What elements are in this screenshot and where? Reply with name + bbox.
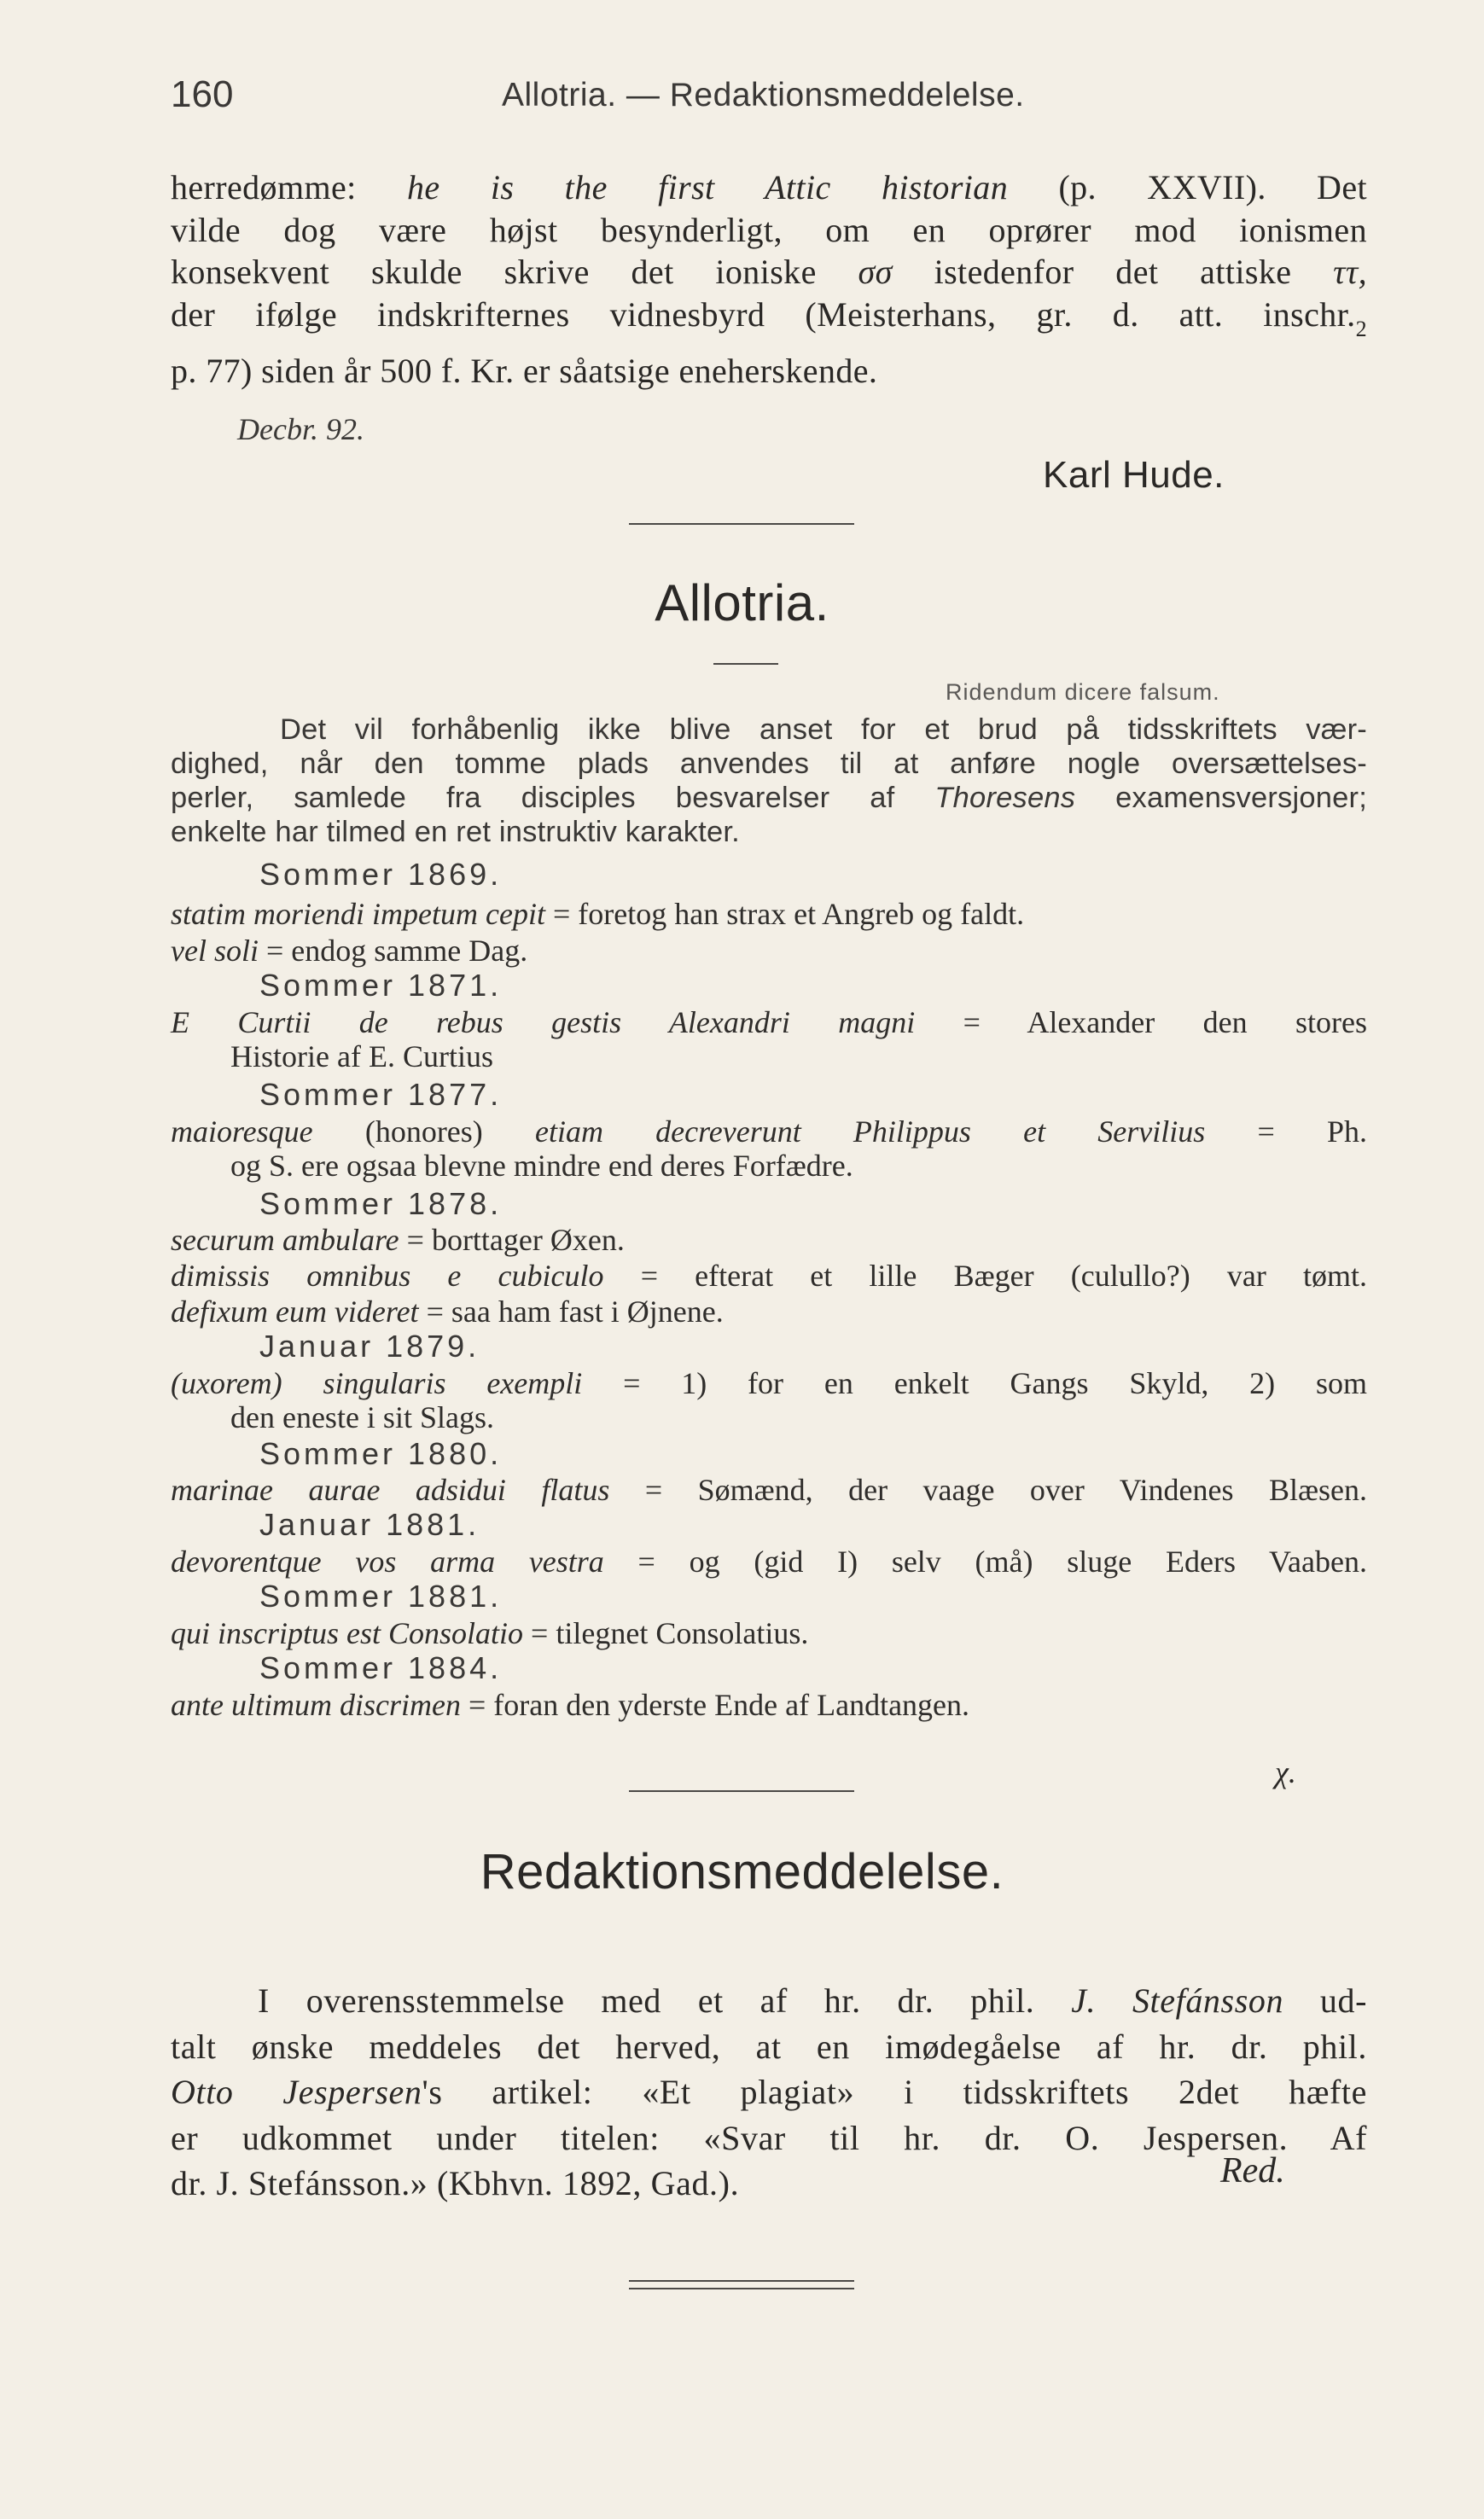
running-title: Allotria. — Redaktionsmeddelelse. [502, 77, 1025, 113]
year-heading: Sommer 1869. [259, 857, 503, 892]
allotria-signature: χ. [1275, 1755, 1296, 1789]
end-double-rule-bottom [629, 2288, 854, 2289]
editor-signature: Red. [1220, 2151, 1285, 2190]
running-header [171, 73, 1382, 125]
translation-entry: vel soli = endog samme Dag. [171, 934, 528, 968]
translation-entry: ante ultimum discrimen = foran den yderste Ende af Landtangen. [171, 1688, 970, 1722]
redaktion-paragraph [171, 1978, 1367, 2207]
year-heading: Sommer 1880. [259, 1436, 503, 1471]
year-heading: Januar 1879. [259, 1329, 480, 1364]
year-heading: Sommer 1878. [259, 1186, 503, 1221]
allotria-intro-paragraph [171, 713, 1367, 849]
text-line: konsekvent skulde skrive det ioniske σσ istedenfor det attiske ττ, [171, 253, 1368, 291]
page-number: 160 [171, 73, 234, 115]
end-double-rule-top [629, 2280, 854, 2282]
closing-paragraph [171, 166, 1367, 393]
section-heading-allotria: Allotria. [655, 574, 829, 631]
author-signature: Karl Hude. [1043, 454, 1225, 496]
text-line: Otto Jespersen's artikel: «Et plagiat» i tidsskriftets 2det hæfte [171, 2073, 1367, 2111]
text-line: enkelte har tilmed en ret instruktiv karakter. [171, 816, 740, 848]
translation-entry: (uxorem) singularis exempli = 1) for en enkelt Gangs Skyld, 2) som den eneste i sit Slags. [171, 1366, 1368, 1434]
translation-entry: securum ambulare = borttager Øxen. [171, 1223, 625, 1257]
year-heading: Sommer 1884. [259, 1650, 503, 1685]
text-line: Det vil forhåbenlig ikke blive anset for et brud på tidsskriftets vær- [280, 713, 1367, 746]
text-line: talt ønske meddeles det herved, at en imødegåelse af hr. dr. phil. [171, 2027, 1367, 2066]
text-line: dighed, når den tomme plads anvendes til at anføre nogle oversættelses- [171, 748, 1367, 780]
text-line: p. 77) siden år 500 f. Kr. er såatsige eneherskende. [171, 352, 878, 390]
section-divider [629, 523, 854, 525]
year-heading: Sommer 1871. [259, 968, 503, 1003]
section-divider [629, 1790, 854, 1792]
text-line: perler, samlede fra disciples besvarelser af Thoresens examensversjoner; [171, 782, 1368, 814]
year-heading: Sommer 1877. [259, 1077, 503, 1112]
heading-underline [713, 663, 778, 665]
translation-entry: marinae aurae adsidui flatus = Sømænd, der vaage over Vindenes Blæsen. [171, 1473, 1367, 1507]
text-line: dr. J. Stefánsson.» (Kbhvn. 1892, Gad.). [171, 2164, 740, 2202]
translation-entry: defixum eum videret = saa ham fast i Øjnene. [171, 1294, 724, 1329]
year-heading: Januar 1881. [259, 1507, 480, 1542]
translation-entry: statim moriendi impetum cepit = foretog han strax et Angreb og faldt. [171, 897, 1025, 931]
article-date: Decbr. 92. [237, 412, 364, 446]
translation-entry: dimissis omnibus e cubiculo = efterat et lille Bæger (culullo?) var tømt. [171, 1259, 1368, 1293]
text-line: der ifølge indskrifternes vidnesbyrd (Meisterhans, gr. d. att. $inschr._2$ [171, 294, 1367, 341]
text-line: er udkommet under titelen: «Svar til hr. dr. O. Jespersen. Af [171, 2118, 1367, 2157]
year-heading: Sommer 1881. [259, 1579, 503, 1614]
text-line: herredømme: he is the first Attic historian (p. XXVII). Det [171, 168, 1368, 207]
section-heading-redaktion: Redaktionsmeddelelse. [480, 1844, 1004, 1899]
translation-entry: qui inscriptus est Consolatio = tilegnet Consolatius. [171, 1616, 809, 1650]
text-line: I overensstemmelse med et af hr. dr. phil. J. Stefánsson ud- [258, 1981, 1367, 2020]
motto: Ridendum dicere falsum. [946, 679, 1220, 705]
translation-entry: maioresque (honores) etiam decreverunt Philippus et Servilius = Ph. og S. ere ogsaa blevne mindre end deres Forfædre. [171, 1114, 1368, 1183]
translation-entry: E Curtii de rebus gestis Alexandri magni = Alexander den stores Historie af E. Curtius [171, 1005, 1367, 1073]
text-line: vilde dog være højst besynderligt, om en oprører mod ionismen [171, 210, 1367, 249]
translation-entry: devorentque vos arma vestra = og (gid I) selv (må) sluge Eders Vaaben. [171, 1545, 1367, 1579]
